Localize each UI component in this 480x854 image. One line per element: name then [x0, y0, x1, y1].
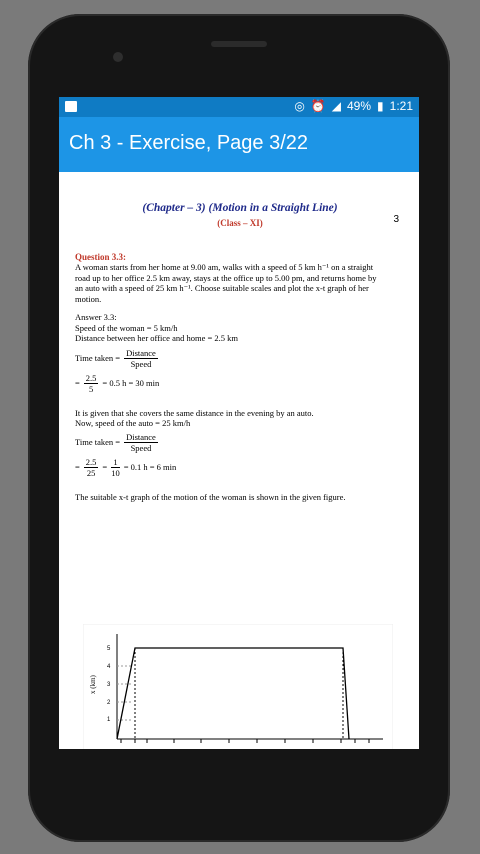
document-content — [75, 202, 405, 502]
class-heading: (Class – XI) — [217, 218, 263, 228]
question-text: A woman starts from her home at 9.00 am, walks with a speed of 5 km h⁻¹ on a straight road up to her office 2.5 km away, stays at the office up to 5.00 pm, and returns home by an auto with a speed of 25 km h⁻¹. Choose suitable scales and plot the x-t graph of her motion. — [75, 262, 377, 304]
screen — [59, 97, 419, 749]
signal-icon: ◢ — [331, 99, 341, 113]
speed-woman-line: Speed of the woman = 5 km/h — [75, 322, 178, 333]
image-notification-icon — [65, 101, 77, 112]
y-tick: 3 — [107, 682, 111, 688]
page-number: 3 — [393, 214, 399, 225]
question-title: Question 3.3: — [75, 252, 127, 262]
document-page[interactable] — [59, 172, 419, 749]
front-camera — [113, 52, 123, 62]
app-bar — [59, 117, 419, 172]
status-bar — [59, 97, 419, 117]
auto-speed-line: Now, speed of the auto = 25 km/h — [75, 418, 191, 428]
battery-percent: 49% — [347, 99, 372, 113]
graph-caption: The suitable x-t graph of the motion of the woman is shown in the given figure. — [75, 491, 346, 502]
time-result-1: = $\frac{2.5}{5}$ = 0.5 h = 30 min — [75, 372, 160, 394]
answer-title: Answer 3.3: — [75, 312, 117, 322]
y-tick: 5 — [107, 646, 111, 652]
clock: 1:21 — [389, 99, 413, 113]
distance-line: Distance between her office and home = 2.5 km — [75, 333, 239, 343]
sync-icon: ◎ — [294, 99, 305, 113]
time-equation-1: Time taken = $\frac{\text{Distance}}{\text{Speed}}$ — [75, 347, 156, 369]
y-tick: 2 — [107, 700, 111, 706]
page-title: Ch 3 - Exercise, Page 3/22 — [69, 132, 309, 154]
time-result-2: = $\frac{2.5}{25}$ = $\frac{1}{10}$ = 0.1 h = 6 min — [75, 456, 177, 478]
chapter-heading: (Chapter – 3) (Motion in a Straight Line) — [142, 202, 338, 214]
speaker-grille — [211, 41, 267, 47]
status-icons — [294, 99, 413, 113]
y-axis-label: x (km) — [89, 675, 97, 694]
xt-graph — [83, 624, 393, 749]
time-equation-2: Time taken = $\frac{\text{Distance}}{\text{Speed}}$ — [75, 431, 156, 453]
y-tick: 1 — [107, 717, 111, 723]
evening-line: It is given that she covers the same distance in the evening by an auto. — [75, 407, 314, 418]
phone-frame — [28, 14, 450, 842]
alarm-icon: ⏰ — [310, 99, 326, 113]
battery-icon: ▮ — [377, 99, 384, 113]
y-tick: 4 — [107, 664, 111, 670]
